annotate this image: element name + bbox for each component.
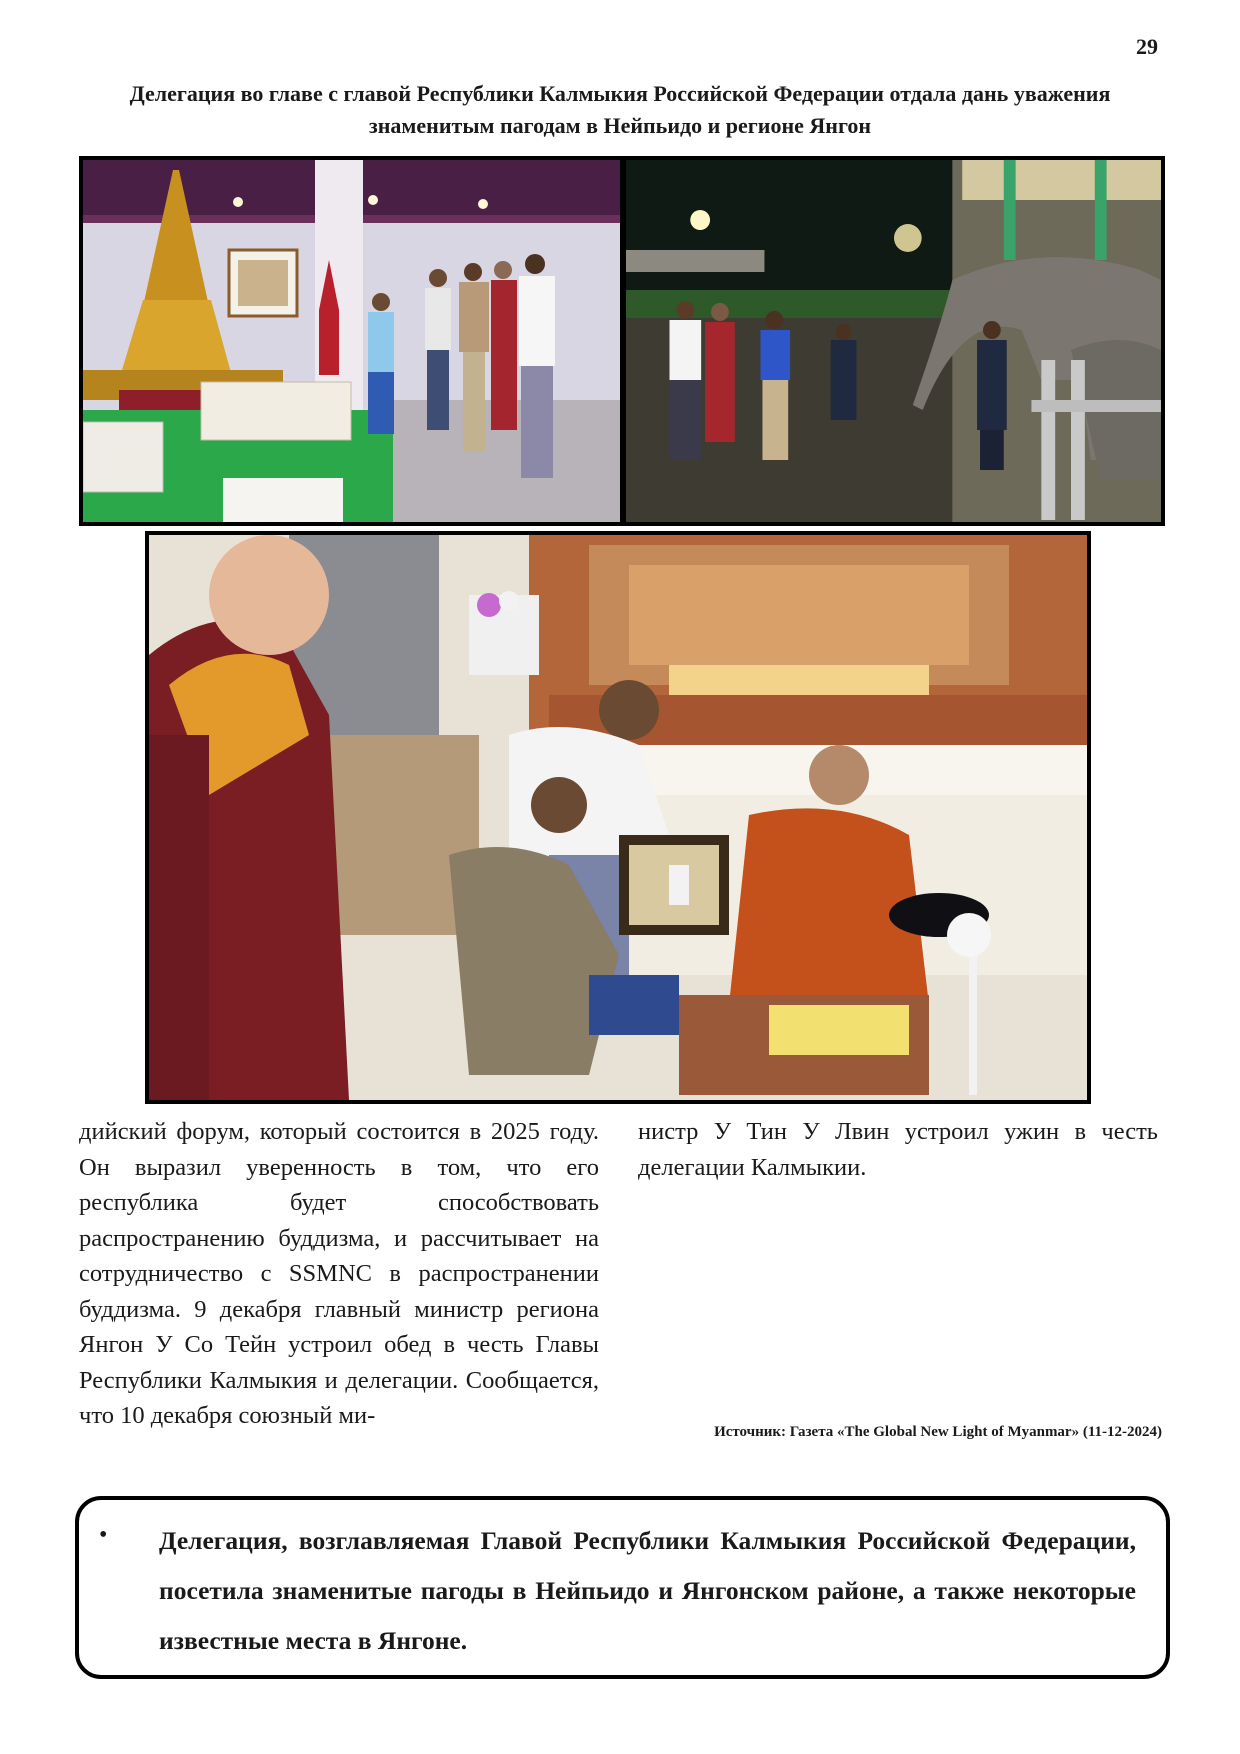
photo-elephants	[626, 160, 1161, 522]
museum-illustration	[83, 160, 620, 522]
page-number: 29	[1136, 34, 1158, 59]
top-photo-row	[79, 156, 1165, 526]
summary-box	[75, 1496, 1170, 1679]
article-left-column: дийский форум, который состоится в 2025 году. Он выразил уверенность в том, что его республика будет способствовать распространению буддизма, и рассчитывает на сотрудничество с SSMNC в распространении буддизма. 9 декабря главный министр региона Янгон У Со Тейн устроил обед в честь Главы Республики Калмыкия и делегации. Сообщается, что 10 декабря союзный ми-	[79, 1118, 599, 1429]
monk-meeting-illustration	[149, 535, 1087, 1100]
photo-museum	[83, 160, 620, 522]
article-right-column: нистр У Тин У Лвин устроил ужин в честь делегации Калмыкии.	[638, 1118, 1158, 1181]
elephant-illustration	[626, 160, 1161, 522]
page-title: Делегация во главе с главой Республики Калмыкия Российской Федерации отдала дань уважения знаменитым пагодам в Нейпьидо и регионе Янгон	[129, 81, 1111, 138]
source-credit: Источник: Газета «The Global New Light of Myanmar» (11-12-2024)	[714, 1424, 1162, 1440]
summary-text: Делегация, возглавляемая Главой Республики Калмыкия Российской Федерации, посетила знаменитые пагоды в Нейпьидо и Янгонском районе, а также некоторые известные места в Янгоне.	[159, 1526, 1136, 1655]
bullet-icon: •	[99, 1522, 108, 1548]
photo-monk-meeting	[145, 531, 1091, 1104]
